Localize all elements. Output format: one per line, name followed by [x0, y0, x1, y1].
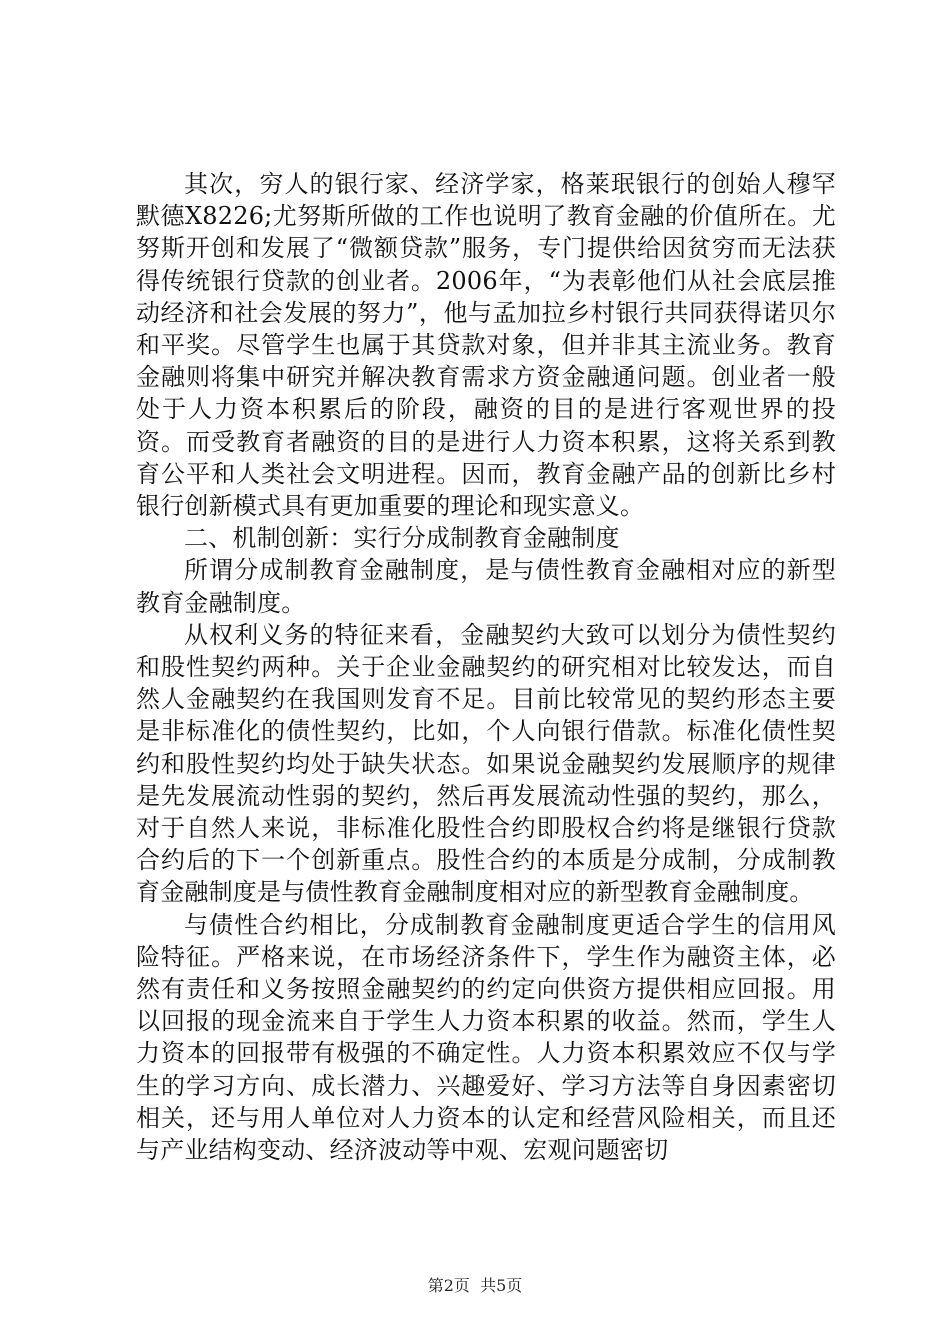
paragraph-2: 所谓分成制教育金融制度，是与债性教育金融相对应的新型教育金融制度。 — [136, 556, 836, 617]
page-number-footer: 第2页 共5页 — [427, 1276, 523, 1295]
paragraph-4: 与债性合约相比，分成制教育金融制度更适合学生的信用风险特征。严格来说，在市场经济条件下，学生作为融资主体，必然有责任和义务按照金融契约的约定向供资方提供相应回报。用以回报的现金流来自于学生人力资本积累的收益。然而，学生人力资本的回报带有极强的不确定性。人力资本积累效应不仅与学生的学习方向、成长潜力、兴趣爱好、学习方法等自身因素密切相关，还与用人单位对人力资本的认定和经营风险相关，而且还与产业结构变动、经济波动等中观、宏观问题密切 — [136, 910, 836, 1165]
paragraph-1: 其次，穷人的银行家、经济学家，格莱珉银行的创始人穆罕默德X8226;尤努斯所做的工作也说明了教育金融的价值所在。尤努斯开创和发展了“微额贷款”服务，专门提供给因贫穷而无法获得传统银行贷款的创业者。2006年，“为表彰他们从社会底层推动经济和社会发展的努力”，他与孟加拉乡村银行共同获得诺贝尔和平奖。尽管学生也属于其贷款对象，但并非其主流业务。教育金融则将集中研究并解决教育需求方资金融通问题。创业者一般处于人力资本积累后的阶段，融资的目的是进行客观世界的投资。而受教育者融资的目的是进行人力资本积累，这将关系到教育公平和人类社会文明进程。因而，教育金融产品的创新比乡村银行创新模式具有更加重要的理论和现实意义。 — [136, 170, 836, 521]
body-text — [136, 168, 836, 1166]
paragraph-3: 从权利义务的特征来看，金融契约大致可以划分为债性契约和股性契约两种。关于企业金融契约的研究相对比较发达，而自然人金融契约在我国则发育不足。目前比较常见的契约形态主要是非标准化的债性契约，比如，个人向银行借款。标准化债性契约和股性契约均处于缺失状态。如果说金融契约发展顺序的规律是先发展流动性弱的契约，然后再发展流动性强的契约，那么，对于自然人来说，非标准化股性合约即股权合约将是继银行贷款合约后的下一个创新重点。股性合约的本质是分成制，分成制教育金融制度是与债性教育金融制度相对应的新型教育金融制度。 — [136, 620, 836, 907]
section-heading: 二、机制创新：实行分成制教育金融制度 — [184, 524, 620, 553]
